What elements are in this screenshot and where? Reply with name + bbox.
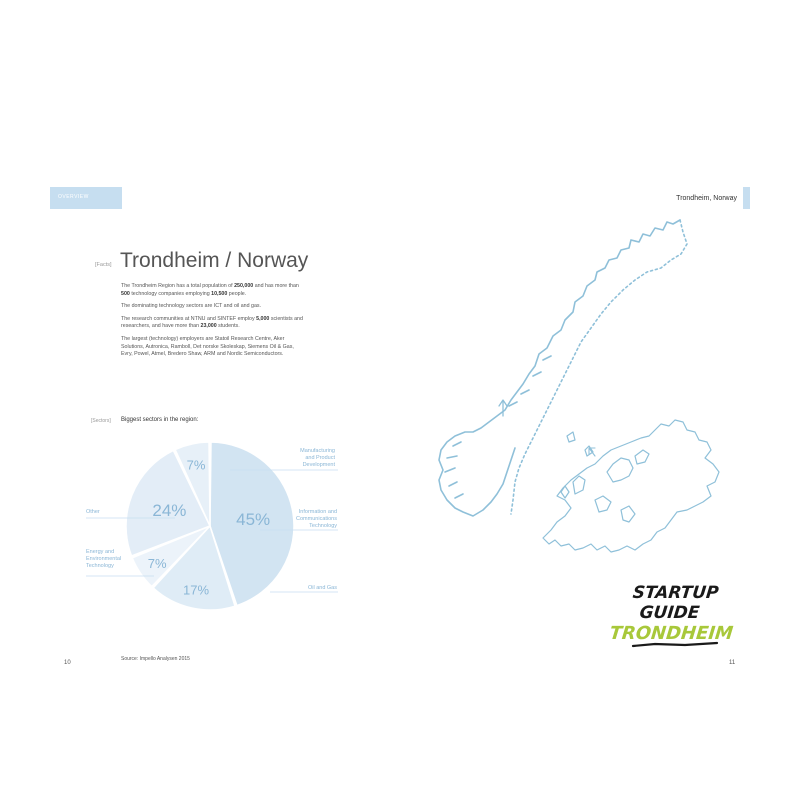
section-tab-label: OVERVIEW — [58, 194, 89, 200]
legend-label-energy: Energy and — [86, 549, 115, 555]
location-header: Trondheim, Norway — [676, 195, 737, 202]
europe-arrow — [589, 448, 595, 456]
page-number-left: 10 — [64, 660, 71, 666]
legend-label-ict: Technology — [309, 523, 337, 529]
startup-guide-logo — [608, 580, 735, 655]
norway-coastline — [439, 220, 680, 516]
source-note: Source: Impello Analysen 2015 — [121, 656, 190, 662]
legend-label-ict: Information and — [298, 509, 337, 515]
facts-tag: [Facts] — [95, 262, 112, 268]
facts-body — [121, 283, 303, 364]
page-title: Trondheim / Norway — [120, 249, 309, 272]
norway-border — [511, 220, 687, 514]
section-tab-right — [743, 187, 750, 209]
legend-label-manufacturing: Manufacturing — [300, 448, 335, 454]
legend-label-manufacturing: Development — [302, 462, 335, 468]
page-number-right: 11 — [729, 660, 736, 666]
logo-line-2: GUIDE — [638, 603, 701, 623]
legend-label-energy: Technology — [86, 563, 114, 569]
facts-paragraph-2: The dominating technology sectors are ICT and oil and gas. — [121, 303, 262, 310]
legend-label-ict: Communications — [296, 516, 337, 522]
legend-label-other: Other — [86, 509, 100, 515]
sectors-title: Biggest sectors in the region: — [121, 417, 199, 423]
facts-paragraph-3: The research communities at NTNU and SINTEF employ 5,000 scientists and researchers, and have more than 23,000 students. — [121, 315, 303, 330]
pie-value-label-1: 17% — [183, 582, 210, 598]
pie-value-label-0: 45% — [236, 510, 271, 530]
pie-value-label-2: 7% — [147, 555, 167, 571]
legend-label-oil: Oil and Gas — [307, 585, 337, 591]
logo-line-3: TRONDHEIM — [608, 623, 735, 644]
pie-value-label-3: 24% — [152, 500, 187, 520]
facts-paragraph-4: The largest (technology) employers are Statoil Research Centre, Aker Solutions, Autronica, Ramboll, Det norske Skoleskap, Siemens Oil & Gas, Evry, Powel, Atmel, Bredero Shaw, ARM and Nordic Semiconductors. — [121, 335, 294, 358]
legend-label-energy: Environmental — [86, 556, 122, 562]
legend-label-manufacturing: and Product — [305, 455, 335, 461]
europe-outline — [543, 420, 719, 552]
facts-paragraph-1: The Trondheim Region has a total population of 250,000 and has more than 500 technology companies employing 10,500 people. — [121, 283, 299, 297]
section-tab — [50, 187, 122, 209]
sectors-tag: [Sectors] — [91, 418, 111, 424]
pie-value-label-4: 7% — [186, 457, 206, 473]
logo-line-1: STARTUP — [631, 583, 720, 603]
norway-europe-map — [425, 210, 745, 570]
sectors-pie-chart — [80, 430, 350, 620]
